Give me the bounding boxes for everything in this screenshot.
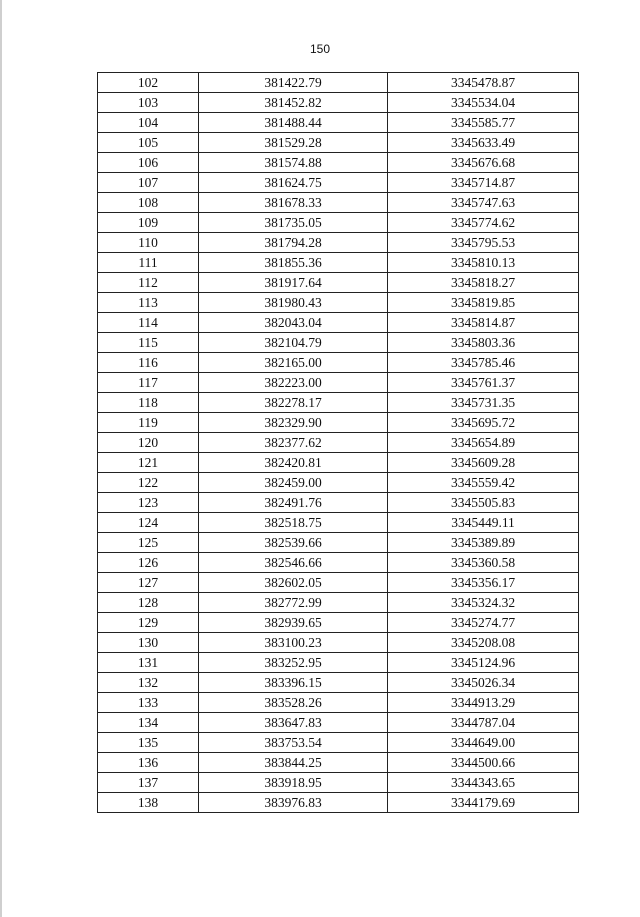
y-coordinate-cell: 3345324.32	[388, 593, 579, 613]
point-id-cell: 110	[98, 233, 199, 253]
y-coordinate-cell: 3345803.36	[388, 333, 579, 353]
y-coordinate-cell: 3345026.34	[388, 673, 579, 693]
y-coordinate-cell: 3345785.46	[388, 353, 579, 373]
y-coordinate-cell: 3345559.42	[388, 473, 579, 493]
point-id-cell: 119	[98, 413, 199, 433]
point-id-cell: 102	[98, 73, 199, 93]
coordinates-table	[97, 72, 579, 813]
y-coordinate-cell: 3345818.27	[388, 273, 579, 293]
x-coordinate-cell: 381980.43	[199, 293, 388, 313]
table-row	[98, 293, 579, 313]
table-row	[98, 233, 579, 253]
x-coordinate-cell: 382539.66	[199, 533, 388, 553]
y-coordinate-cell: 3344179.69	[388, 793, 579, 813]
table-row	[98, 133, 579, 153]
point-id-cell: 115	[98, 333, 199, 353]
x-coordinate-cell: 383528.26	[199, 693, 388, 713]
coordinates-table-body	[98, 73, 579, 813]
table-row	[98, 533, 579, 553]
point-id-cell: 123	[98, 493, 199, 513]
x-coordinate-cell: 382491.76	[199, 493, 388, 513]
table-row	[98, 513, 579, 533]
point-id-cell: 120	[98, 433, 199, 453]
x-coordinate-cell: 381574.88	[199, 153, 388, 173]
y-coordinate-cell: 3345449.11	[388, 513, 579, 533]
x-coordinate-cell: 382278.17	[199, 393, 388, 413]
x-coordinate-cell: 383976.83	[199, 793, 388, 813]
table-row	[98, 793, 579, 813]
scan-edge	[0, 0, 2, 917]
table-row	[98, 653, 579, 673]
table-row	[98, 773, 579, 793]
y-coordinate-cell: 3345731.35	[388, 393, 579, 413]
table-row	[98, 113, 579, 133]
point-id-cell: 128	[98, 593, 199, 613]
point-id-cell: 136	[98, 753, 199, 773]
point-id-cell: 106	[98, 153, 199, 173]
table-row	[98, 573, 579, 593]
y-coordinate-cell: 3345761.37	[388, 373, 579, 393]
table-row	[98, 173, 579, 193]
y-coordinate-cell: 3345360.58	[388, 553, 579, 573]
point-id-cell: 132	[98, 673, 199, 693]
table-row	[98, 753, 579, 773]
y-coordinate-cell: 3345389.89	[388, 533, 579, 553]
table-row	[98, 73, 579, 93]
table-row	[98, 613, 579, 633]
y-coordinate-cell: 3345356.17	[388, 573, 579, 593]
table-row	[98, 473, 579, 493]
x-coordinate-cell: 383918.95	[199, 773, 388, 793]
table-row	[98, 713, 579, 733]
x-coordinate-cell: 381529.28	[199, 133, 388, 153]
y-coordinate-cell: 3345819.85	[388, 293, 579, 313]
x-coordinate-cell: 382546.66	[199, 553, 388, 573]
table-row	[98, 493, 579, 513]
y-coordinate-cell: 3344913.29	[388, 693, 579, 713]
table-row	[98, 93, 579, 113]
point-id-cell: 117	[98, 373, 199, 393]
x-coordinate-cell: 381624.75	[199, 173, 388, 193]
table-row	[98, 413, 579, 433]
x-coordinate-cell: 382043.04	[199, 313, 388, 333]
point-id-cell: 111	[98, 253, 199, 273]
table-row	[98, 593, 579, 613]
table-row	[98, 693, 579, 713]
point-id-cell: 108	[98, 193, 199, 213]
x-coordinate-cell: 383753.54	[199, 733, 388, 753]
x-coordinate-cell: 382459.00	[199, 473, 388, 493]
point-id-cell: 121	[98, 453, 199, 473]
x-coordinate-cell: 383844.25	[199, 753, 388, 773]
y-coordinate-cell: 3345505.83	[388, 493, 579, 513]
x-coordinate-cell: 382420.81	[199, 453, 388, 473]
table-row	[98, 333, 579, 353]
table-row	[98, 153, 579, 173]
x-coordinate-cell: 381678.33	[199, 193, 388, 213]
x-coordinate-cell: 382223.00	[199, 373, 388, 393]
point-id-cell: 129	[98, 613, 199, 633]
y-coordinate-cell: 3345478.87	[388, 73, 579, 93]
point-id-cell: 114	[98, 313, 199, 333]
point-id-cell: 138	[98, 793, 199, 813]
y-coordinate-cell: 3345534.04	[388, 93, 579, 113]
x-coordinate-cell: 382518.75	[199, 513, 388, 533]
y-coordinate-cell: 3345585.77	[388, 113, 579, 133]
point-id-cell: 104	[98, 113, 199, 133]
x-coordinate-cell: 382939.65	[199, 613, 388, 633]
x-coordinate-cell: 381917.64	[199, 273, 388, 293]
x-coordinate-cell: 382165.00	[199, 353, 388, 373]
y-coordinate-cell: 3345747.63	[388, 193, 579, 213]
x-coordinate-cell: 381794.28	[199, 233, 388, 253]
table-row	[98, 373, 579, 393]
point-id-cell: 125	[98, 533, 199, 553]
y-coordinate-cell: 3344649.00	[388, 733, 579, 753]
x-coordinate-cell: 382377.62	[199, 433, 388, 453]
point-id-cell: 107	[98, 173, 199, 193]
y-coordinate-cell: 3345676.68	[388, 153, 579, 173]
x-coordinate-cell: 383252.95	[199, 653, 388, 673]
y-coordinate-cell: 3345208.08	[388, 633, 579, 653]
point-id-cell: 124	[98, 513, 199, 533]
x-coordinate-cell: 382602.05	[199, 573, 388, 593]
table-row	[98, 733, 579, 753]
table-row	[98, 193, 579, 213]
table-row	[98, 633, 579, 653]
y-coordinate-cell: 3345609.28	[388, 453, 579, 473]
y-coordinate-cell: 3344500.66	[388, 753, 579, 773]
page-number: 150	[309, 42, 331, 56]
point-id-cell: 116	[98, 353, 199, 373]
x-coordinate-cell: 382329.90	[199, 413, 388, 433]
point-id-cell: 134	[98, 713, 199, 733]
y-coordinate-cell: 3345714.87	[388, 173, 579, 193]
y-coordinate-cell: 3345274.77	[388, 613, 579, 633]
table-row	[98, 393, 579, 413]
point-id-cell: 135	[98, 733, 199, 753]
table-row	[98, 553, 579, 573]
point-id-cell: 112	[98, 273, 199, 293]
point-id-cell: 105	[98, 133, 199, 153]
x-coordinate-cell: 381422.79	[199, 73, 388, 93]
table-row	[98, 313, 579, 333]
table-row	[98, 353, 579, 373]
y-coordinate-cell: 3345695.72	[388, 413, 579, 433]
table-row	[98, 213, 579, 233]
x-coordinate-cell: 381488.44	[199, 113, 388, 133]
point-id-cell: 127	[98, 573, 199, 593]
point-id-cell: 131	[98, 653, 199, 673]
x-coordinate-cell: 383647.83	[199, 713, 388, 733]
x-coordinate-cell: 382772.99	[199, 593, 388, 613]
point-id-cell: 103	[98, 93, 199, 113]
y-coordinate-cell: 3345633.49	[388, 133, 579, 153]
point-id-cell: 137	[98, 773, 199, 793]
point-id-cell: 133	[98, 693, 199, 713]
x-coordinate-cell: 383396.15	[199, 673, 388, 693]
x-coordinate-cell: 381735.05	[199, 213, 388, 233]
table-row	[98, 453, 579, 473]
point-id-cell: 130	[98, 633, 199, 653]
x-coordinate-cell: 383100.23	[199, 633, 388, 653]
y-coordinate-cell: 3345654.89	[388, 433, 579, 453]
y-coordinate-cell: 3344787.04	[388, 713, 579, 733]
y-coordinate-cell: 3345795.53	[388, 233, 579, 253]
y-coordinate-cell: 3345124.96	[388, 653, 579, 673]
y-coordinate-cell: 3345810.13	[388, 253, 579, 273]
point-id-cell: 113	[98, 293, 199, 313]
x-coordinate-cell: 381452.82	[199, 93, 388, 113]
point-id-cell: 118	[98, 393, 199, 413]
table-row	[98, 253, 579, 273]
y-coordinate-cell: 3345814.87	[388, 313, 579, 333]
point-id-cell: 122	[98, 473, 199, 493]
y-coordinate-cell: 3345774.62	[388, 213, 579, 233]
table-row	[98, 673, 579, 693]
x-coordinate-cell: 381855.36	[199, 253, 388, 273]
x-coordinate-cell: 382104.79	[199, 333, 388, 353]
table-row	[98, 433, 579, 453]
point-id-cell: 126	[98, 553, 199, 573]
point-id-cell: 109	[98, 213, 199, 233]
table-row	[98, 273, 579, 293]
y-coordinate-cell: 3344343.65	[388, 773, 579, 793]
